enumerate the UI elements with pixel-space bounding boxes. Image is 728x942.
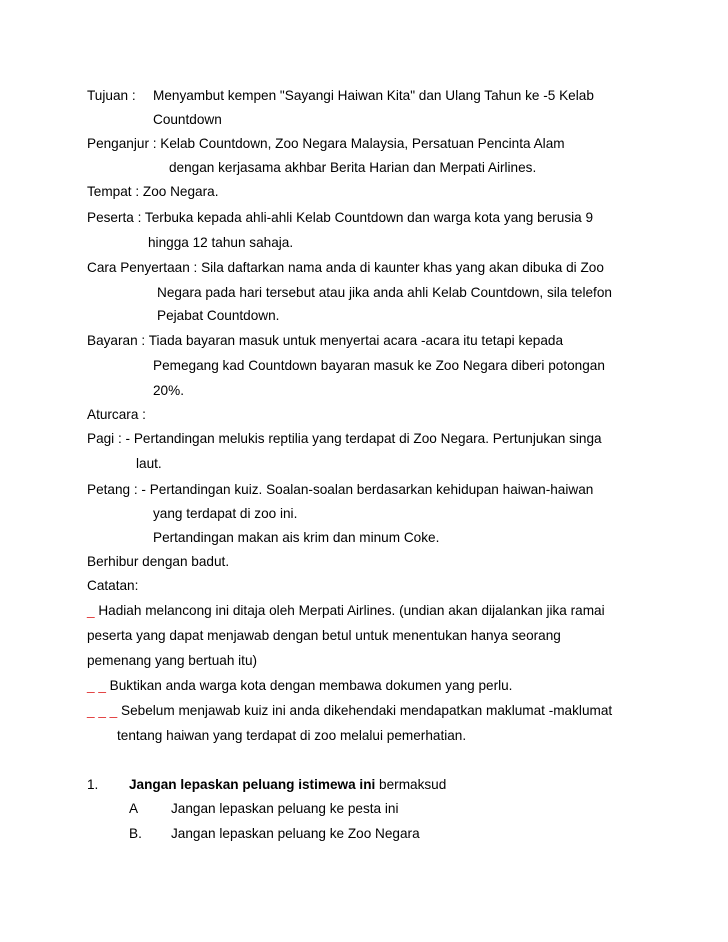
- penganjur-line1: Penganjur : Kelab Countdown, Zoo Negara Malaysia, Persatuan Pencinta Alam: [87, 136, 565, 151]
- note3-marker: _ _ _: [87, 703, 118, 718]
- note1-marker: _: [87, 603, 95, 618]
- bayaran-line1: Bayaran : Tiada bayaran masuk untuk menyertai acara -acara itu tetapi kepada: [87, 333, 564, 348]
- option-b-text: Jangan lepaskan peluang ke Zoo Negara: [171, 826, 420, 841]
- option-a-letter: A: [129, 801, 139, 816]
- note1-line1: [87, 602, 605, 620]
- petang-line2: yang terdapat di zoo ini.: [153, 506, 298, 521]
- question-stem-bold: Jangan lepaskan peluang istimewa ini: [129, 777, 376, 792]
- note2-line1: [87, 677, 512, 695]
- tujuan-text-line1: Menyambut kempen "Sayangi Haiwan Kita" dan Ulang Tahun ke -5 Kelab: [153, 88, 594, 103]
- petang-line3: Pertandingan makan ais krim dan minum Coke.: [153, 530, 440, 545]
- peserta-line1: Peserta : Terbuka kepada ahli-ahli Kelab Countdown dan warga kota yang berusia 9: [87, 210, 594, 225]
- berhibur-line: Berhibur dengan badut.: [87, 554, 230, 569]
- question-stem: [129, 776, 446, 794]
- note1-text: Hadiah melancong ini ditaja oleh Merpati Airlines. (undian akan dijalankan jika ramai: [94, 603, 605, 618]
- peserta-line2: hingga 12 tahun sahaja.: [148, 235, 294, 250]
- option-a-text: Jangan lepaskan peluang ke pesta ini: [171, 801, 399, 816]
- question-stem-rest: bermaksud: [375, 777, 447, 792]
- note2-marker: _ _: [87, 678, 106, 693]
- aturcara-heading: Aturcara :: [87, 407, 146, 422]
- option-b-letter: B.: [129, 826, 142, 841]
- pagi-line2: laut.: [136, 456, 162, 471]
- note3-line2: tentang haiwan yang terdapat di zoo melalui pemerhatian.: [117, 728, 467, 743]
- penganjur-line2: dengan kerjasama akhbar Berita Harian dan Merpati Airlines.: [169, 160, 537, 175]
- petang-line1: Petang : - Pertandingan kuiz. Soalan-soalan berdasarkan kehidupan haiwan-haiwan: [87, 482, 594, 497]
- note1-line2: peserta yang dapat menjawab dengan betul untuk menentukan hanya seorang: [87, 628, 561, 643]
- question-number: 1.: [87, 777, 99, 792]
- pagi-line1: Pagi : - Pertandingan melukis reptilia yang terdapat di Zoo Negara. Pertunjukan singa: [87, 431, 602, 446]
- cara-penyertaan-line2: Negara pada hari tersebut atau jika anda ahli Kelab Countdown, sila telefon: [157, 285, 612, 300]
- note3-text: Sebelum menjawab kuiz ini anda dikehendaki mendapatkan maklumat -maklumat: [117, 703, 613, 718]
- cara-penyertaan-line3: Pejabat Countdown.: [157, 308, 280, 323]
- note2-text: Buktikan anda warga kota dengan membawa dokumen yang perlu.: [105, 678, 513, 693]
- bayaran-line2: Pemegang kad Countdown bayaran masuk ke Zoo Negara diberi potongan: [153, 358, 605, 373]
- tempat-line: Tempat : Zoo Negara.: [87, 184, 219, 199]
- note1-line3: pemenang yang bertuah itu): [87, 653, 258, 668]
- cara-penyertaan-line1: Cara Penyertaan : Sila daftarkan nama anda di kaunter khas yang akan dibuka di Zoo: [87, 260, 604, 275]
- tujuan-text-line2: Countdown: [153, 112, 222, 127]
- bayaran-line3: 20%.: [153, 383, 184, 398]
- note3-line1: [87, 702, 612, 720]
- tujuan-label: Tujuan :: [87, 88, 136, 103]
- catatan-heading: Catatan:: [87, 578, 139, 593]
